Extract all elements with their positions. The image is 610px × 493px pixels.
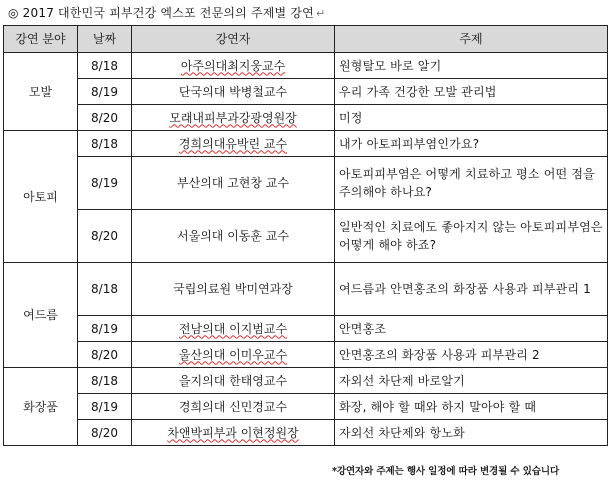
header-topic: 주제 [335,26,608,53]
date-cell: 8/20 [78,105,132,131]
document-title: ◎ 2017 대한민국 피부건강 엑스포 전문의의 주제별 강연 ↵ [8,6,326,20]
table-row [4,342,608,368]
table-row [4,210,608,263]
date-cell: 8/20 [78,342,132,368]
table-row [4,263,608,316]
date-cell: 8/19 [78,157,132,210]
speaker-cell: 단국의대 박병철교수 [132,79,335,105]
speaker-cell: 서울의대 이동훈 교수 [132,210,335,263]
topic-cell: 원형탈모 바로 알기 [335,53,608,79]
topic-cell: 미정 [335,105,608,131]
table-row [4,157,608,210]
category-cell: 아토피 [4,131,78,263]
table-row [4,316,608,342]
speaker-cell: 을지의대 한태영교수 [132,368,335,394]
topic-cell: 자외선 차단제 바로알기 [335,368,608,394]
lecture-schedule-table [3,25,608,446]
header-category: 강연 분야 [4,26,78,53]
category-cell: 모발 [4,53,78,131]
speaker-cell: 국립의료원 박미연과장 [132,263,335,316]
speaker-cell: 아주의대최지웅교수 [132,53,335,79]
date-cell: 8/18 [78,131,132,157]
topic-cell: 안면홍조의 화장품 사용과 피부관리 2 [335,342,608,368]
date-cell: 8/20 [78,210,132,263]
topic-cell: 우리 가족 건강한 모발 관리법 [335,79,608,105]
speaker-cell: 경희의대 신민경교수 [132,394,335,420]
category-cell: 여드름 [4,263,78,368]
table-row [4,368,608,394]
footnote: *강연자와 주제는 행사 일정에 따라 변경될 수 있습니다 [332,466,560,477]
date-cell: 8/18 [78,368,132,394]
speaker-cell: 경희의대유박린 교수 [132,131,335,157]
date-cell: 8/18 [78,263,132,316]
header-date: 날짜 [78,26,132,53]
category-cell: 화장품 [4,368,78,446]
date-cell: 8/19 [78,79,132,105]
table-row [4,131,608,157]
topic-cell: 자외선 차단제와 항노화 [335,420,608,446]
speaker-cell: 부산의대 고현창 교수 [132,157,335,210]
speaker-cell: 모래내피부과강광영원장 [132,105,335,131]
table-header-row [4,26,608,53]
date-cell: 8/19 [78,316,132,342]
topic-cell: 아토피피부염은 어떻게 치료하고 평소 어떤 점을 주의해야 하나요? [335,157,608,210]
date-cell: 8/20 [78,420,132,446]
topic-cell: 일반적인 치료에도 좋아지지 않는 아토피피부염은 어떻게 해야 하죠? [335,210,608,263]
topic-cell: 화장, 해야 할 때와 하지 말아야 할 때 [335,394,608,420]
date-cell: 8/18 [78,53,132,79]
date-cell: 8/19 [78,394,132,420]
paragraph-mark-icon: ↵ [315,7,326,20]
table-row [4,420,608,446]
speaker-cell: 차앤박피부과 이현정원장 [132,420,335,446]
table-row [4,79,608,105]
topic-cell: 여드름과 안면홍조의 화장품 사용과 피부관리 1 [335,263,608,316]
topic-cell: 안면홍조 [335,316,608,342]
speaker-cell: 울산의대 이미우교수 [132,342,335,368]
speaker-cell: 전남의대 이지범교수 [132,316,335,342]
topic-cell: 내가 아토피피부염인가요? [335,131,608,157]
table-row [4,105,608,131]
table-row [4,394,608,420]
header-speaker: 강연자 [132,26,335,53]
table-row [4,53,608,79]
